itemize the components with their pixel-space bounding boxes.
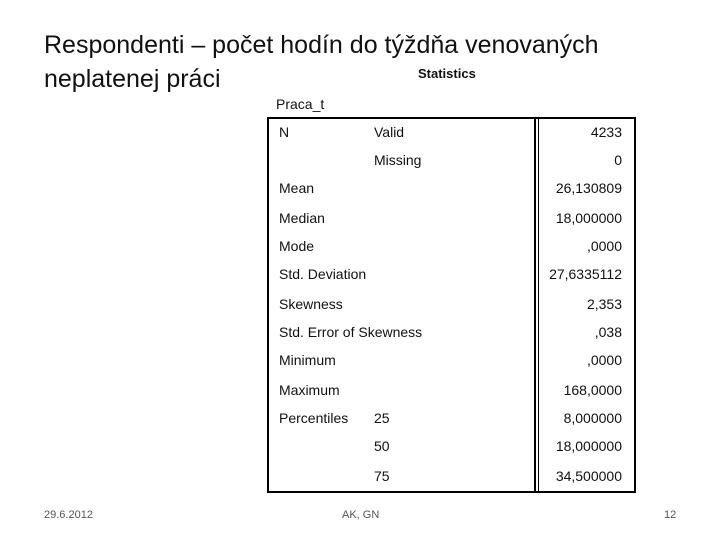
- row-label: Std. Error of Skewness: [279, 324, 423, 340]
- variable-name: Praca_t: [276, 96, 325, 112]
- footer-date: 29.6.2012: [44, 509, 93, 521]
- row-value: 168,0000: [563, 382, 622, 398]
- row-label: Maximum: [279, 382, 340, 398]
- row-value: 27,6335112: [549, 266, 622, 282]
- row-label: Mode: [279, 238, 315, 254]
- row-label: Minimum: [279, 352, 336, 368]
- row-value: ,0000: [586, 238, 622, 254]
- statistics-table: [267, 117, 636, 493]
- row-sublabel: 25: [374, 410, 390, 426]
- row-value: 8,000000: [563, 410, 622, 426]
- column-divider-inner: [538, 119, 539, 491]
- row-value: ,0000: [586, 352, 622, 368]
- row-sublabel: Missing: [374, 152, 422, 168]
- row-label: Std. Deviation: [279, 266, 367, 282]
- row-label: N: [279, 124, 290, 140]
- column-divider: [534, 119, 536, 491]
- row-label: Mean: [279, 180, 315, 196]
- row-sublabel: 50: [374, 438, 390, 454]
- row-value: 4233: [590, 124, 622, 140]
- table-caption: Statistics: [418, 66, 476, 81]
- row-sublabel: Valid: [374, 124, 405, 140]
- row-value: 0: [614, 152, 622, 168]
- row-value: 34,500000: [555, 468, 622, 484]
- row-sublabel: 75: [374, 468, 390, 484]
- slide-title: Respondenti – počet hodín do týždňa venovaných neplatenej práci: [44, 31, 599, 93]
- row-label: Median: [279, 210, 325, 226]
- row-value: 18,000000: [555, 210, 622, 226]
- footer-authors: AK, GN: [342, 509, 380, 521]
- page-number: 12: [664, 509, 677, 521]
- row-label: Skewness: [279, 296, 343, 312]
- row-value: 18,000000: [555, 438, 622, 454]
- row-value: ,038: [594, 324, 622, 340]
- row-value: 2,353: [586, 296, 622, 312]
- row-label: Percentiles: [279, 410, 349, 426]
- row-value: 26,130809: [555, 180, 622, 196]
